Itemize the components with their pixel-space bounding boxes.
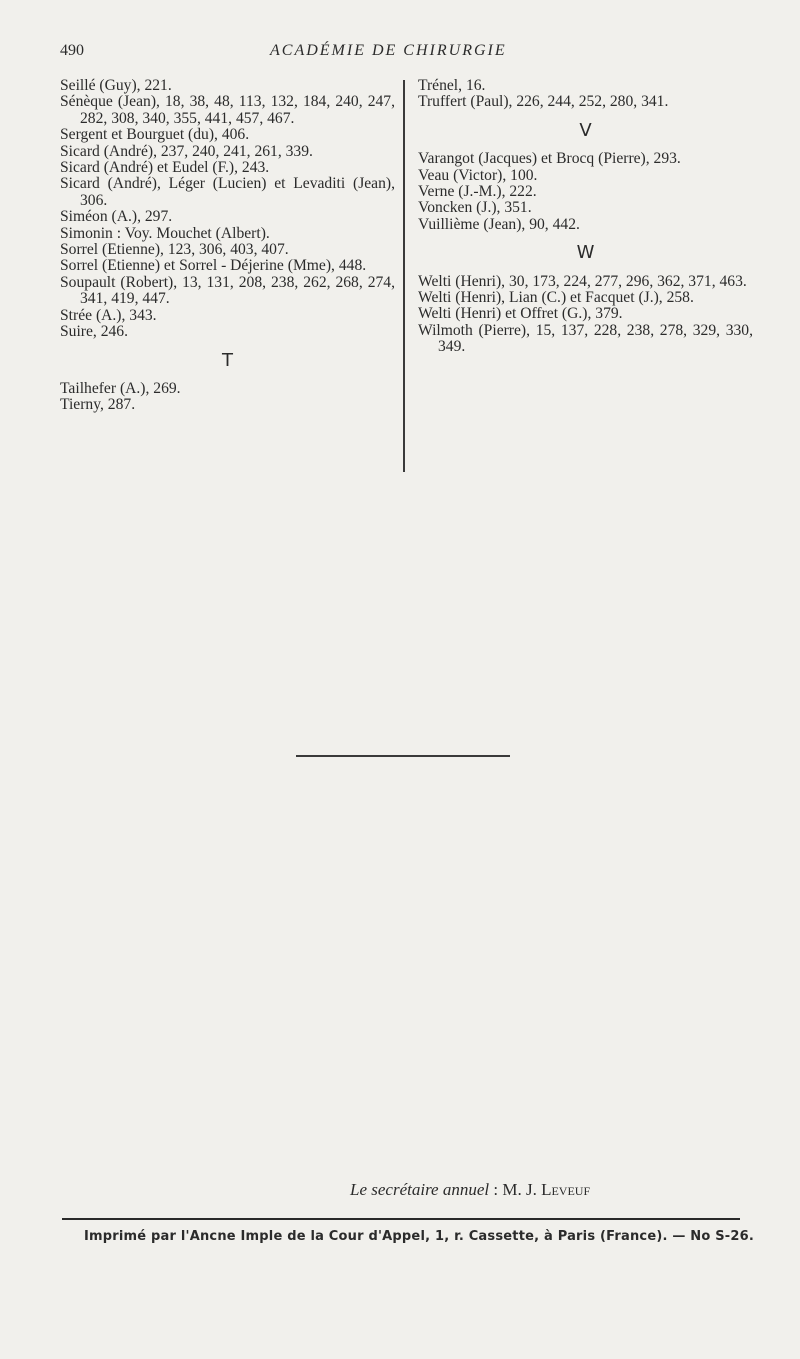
index-entry: Welti (Henri) et Offret (G.), 379. xyxy=(418,305,623,323)
signature-separator: : xyxy=(489,1180,503,1199)
index-entry: Varangot (Jacques) et Brocq (Pierre), 293. xyxy=(418,150,681,168)
index-entry: Trénel, 16. xyxy=(418,77,486,94)
end-rule xyxy=(296,755,510,757)
index-entry: Siméon (A.), 297. xyxy=(60,208,173,226)
index-entry: Welti (Henri), 30, 173, 224, 277, 296, 362, 371, 463. xyxy=(418,272,747,290)
index-entry: Simonin : Voy. Mouchet (Albert). xyxy=(60,224,270,242)
index-entry: Sicard (André), 237, 240, 241, 261, 339. xyxy=(60,142,313,160)
index-entry: Voncken (J.), 351. xyxy=(418,199,532,217)
section-letter-w: W xyxy=(576,242,595,264)
running-title: ACADÉMIE DE CHIRURGIE xyxy=(270,42,507,59)
index-entry: Vuillième (Jean), 90, 442. xyxy=(418,215,580,233)
index-entry: Seillé (Guy), 221. xyxy=(60,77,172,94)
signature-name: Leveuf xyxy=(541,1180,591,1199)
section-letter-t: T xyxy=(222,349,233,371)
index-entry: Suire, 246. xyxy=(60,323,129,341)
signature-line xyxy=(350,1180,590,1200)
page-header xyxy=(0,42,800,66)
index-column-right xyxy=(418,78,753,356)
index-entry: Sicard (André), Léger (Lucien) et Levaditi (Jean), 306. xyxy=(60,175,395,209)
index-column-left xyxy=(60,78,395,414)
index-entry: Welti (Henri), Lian (C.) et Facquet (J.), 258. xyxy=(418,289,694,307)
index-entry: Truffert (Paul), 226, 244, 252, 280, 341. xyxy=(418,93,669,111)
index-entry: Veau (Victor), 100. xyxy=(418,166,538,184)
index-entry: Sergent et Bourguet (du), 406. xyxy=(60,126,250,144)
page-number: 490 xyxy=(60,42,84,59)
index-entry: Sicard (André) et Eudel (F.), 243. xyxy=(60,159,270,177)
index-entry: Verne (J.-M.), 222. xyxy=(418,183,537,201)
index-entry: Wilmoth (Pierre), 15, 137, 228, 238, 278, 329, 330, 349. xyxy=(418,321,753,356)
section-letter-v: V xyxy=(579,119,592,141)
index-entry: Strée (A.), 343. xyxy=(60,306,157,324)
index-entry: Sorrel (Etienne) et Sorrel - Déjerine (Mme), 448. xyxy=(60,257,367,275)
index-entry: Tailhefer (A.), 269. xyxy=(60,379,181,397)
index-entry: Soupault (Robert), 13, 131, 208, 238, 262, 268, 274, 341, 419, 447. xyxy=(60,273,395,308)
index-entry: Sorrel (Etienne), 123, 306, 403, 407. xyxy=(60,241,289,259)
index-entry: Tierny, 287. xyxy=(60,396,136,414)
signature-name-prefix: M. J. xyxy=(502,1180,542,1199)
printer-imprint: Imprimé par l'Ancne Imple de la Cour d'Appel, 1, r. Cassette, à Paris (France). — No S-26. xyxy=(84,1229,754,1244)
footer-rule xyxy=(62,1218,740,1220)
signature-role: Le secrétaire annuel xyxy=(350,1180,490,1199)
index-entry: Sénèque (Jean), 18, 38, 48, 113, 132, 184, 240, 247, 282, 308, 340, 355, 441, 457, 467. xyxy=(60,93,395,127)
column-divider xyxy=(403,80,405,472)
